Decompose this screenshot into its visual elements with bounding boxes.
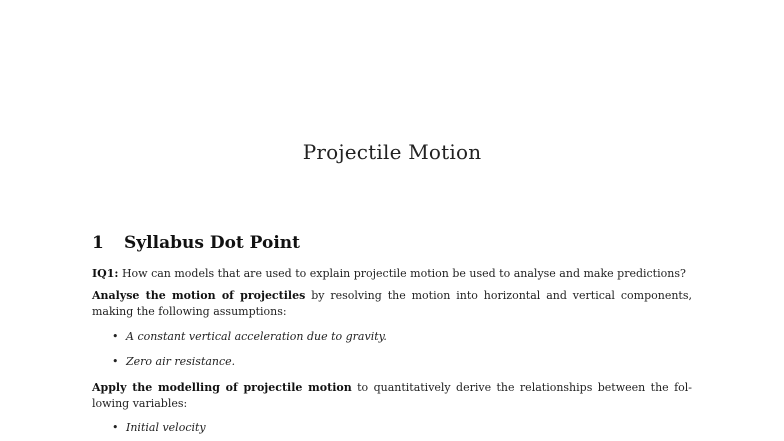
inquiry-label: IQ1: — [92, 267, 119, 280]
bullet-icon: • — [112, 421, 119, 434]
inquiry-text: How can models that are used to explain projectile motion be used to analyse and make predictions? — [121, 267, 686, 280]
apply-bold: Apply the modelling of projectile motion — [92, 381, 352, 394]
list-item — [112, 329, 387, 345]
analyse-paragraph — [92, 288, 692, 320]
apply-text: to quantitatively derive the relationships between the fol- lowing variables: — [92, 381, 692, 410]
bullet-icon: • — [112, 330, 119, 343]
list-item — [112, 420, 206, 436]
apply-paragraph — [92, 380, 692, 412]
section-heading — [92, 233, 300, 253]
inquiry-question — [92, 266, 692, 282]
analyse-bold: Analyse the motion of projectiles — [92, 289, 306, 302]
analyse-text: by resolving the motion into horizontal and vertical components, making the following assumptions: — [92, 289, 692, 318]
section-title: Syllabus Dot Point — [124, 233, 301, 253]
list-item — [112, 354, 235, 370]
page-title: Projectile Motion — [302, 140, 482, 164]
bullet-icon: • — [112, 355, 119, 368]
assumption-text: Zero air resistance. — [126, 355, 236, 368]
variable-text: Initial velocity — [126, 421, 206, 434]
section-number: 1 — [92, 233, 104, 253]
assumption-text: A constant vertical acceleration due to gravity. — [126, 330, 387, 343]
